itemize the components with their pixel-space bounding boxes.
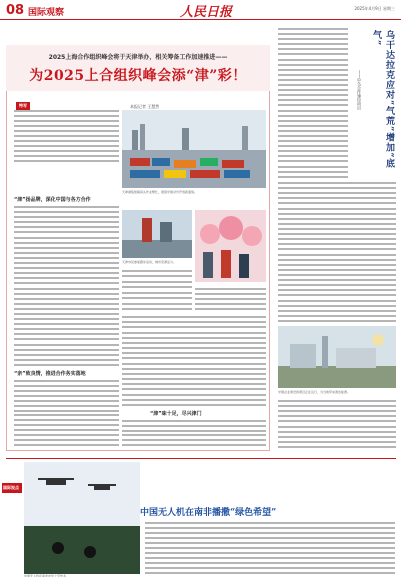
feature-text-col2c [122,420,266,446]
feature-subhead-1: “津”扬品牌，深化中国与各方合作 [14,197,91,203]
feature-text-col2b [122,316,266,406]
section-divider [6,458,396,459]
date-line: 2025年4月9日 星期三 [354,6,395,11]
feature-intro-text [14,110,119,162]
crowd-photo [195,210,266,282]
side-title: 乌干达拉克应对“气荒”增加“底气” [371,30,394,169]
side-subtitle: ——中乌合作建设项目 [357,70,362,110]
side-text-col1 [278,28,348,178]
feature-text-col2a [122,270,192,310]
side-photo-caption: 中国企业建设的项目正在运行，为当地带来清洁能源。 [278,390,351,394]
feature-byline: 本报记者 王慧然 [130,104,160,109]
feature-subhead-3: “津”味十足，尽兴津门 [150,411,202,417]
drone-photo [24,462,140,574]
newspaper-logo: 人民日报 [180,5,233,20]
feature-text-col3a [195,288,266,310]
bottom-headline: 中国无人机在南非播撒“绿色希望” [140,508,277,518]
masthead [0,0,401,20]
side-photo [278,326,396,388]
feature-kicker: 2025上海合作组织峰会将于天津举办，相关筹备工作加速推进—— [48,54,228,61]
feature-title: 为2025上合组织峰会添“津”彩！ [29,68,247,84]
wharf-photo [122,210,192,258]
section-name: 国际观察 [28,8,65,18]
side-text-col2 [278,182,396,322]
wharf-photo-caption: 天津市民参加跑步活动，城市充满活力。 [122,260,177,264]
bottom-text [145,522,395,574]
harbour-photo [122,110,266,188]
bottom-section-tag: 国际视点 [2,483,22,493]
feature-text-col1b [14,380,119,446]
page-number: 08 [6,3,25,18]
feature-text-col1a [14,206,119,366]
harbour-photo-caption: 天津港集装箱码头作业繁忙，展现中国对外开放新面貌。 [122,190,198,194]
side-text-col3 [278,400,396,448]
drone-photo-caption: 中国无人机在南非农田上空作业。 [24,574,70,577]
feature-box-label: 特写 [16,102,30,110]
feature-subhead-2: “亲”致良情，推进合作务实落地 [14,371,86,377]
